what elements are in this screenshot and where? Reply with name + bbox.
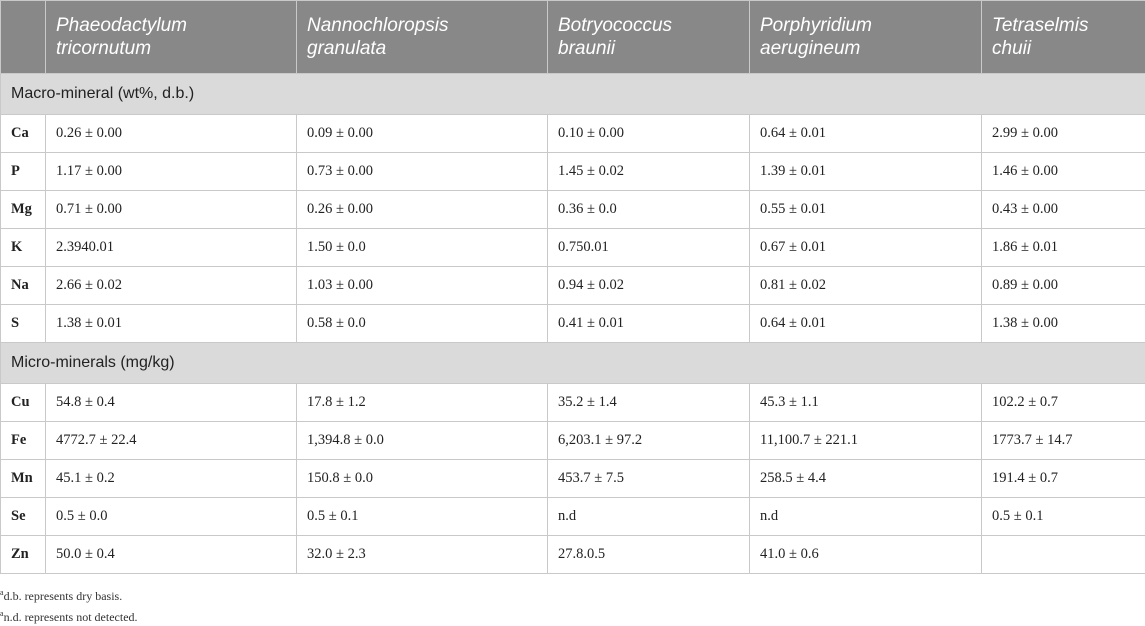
table-row bbox=[1, 536, 1145, 574]
value-cell: 2.99 ± 0.00 bbox=[982, 115, 1145, 153]
value-cell: 45.1 ± 0.2 bbox=[46, 460, 297, 498]
value-cell: 1.39 ± 0.01 bbox=[750, 153, 982, 191]
footnote: $^a$d.b. represents dry basis. bbox=[0, 584, 138, 605]
section-title: Macro-mineral (wt%, d.b.) bbox=[1, 74, 1145, 115]
value-cell: 1.38 ± 0.01 bbox=[46, 305, 297, 343]
footnote: $^a$n.d. represents not detected. bbox=[0, 605, 138, 626]
value-cell: n.d bbox=[750, 498, 982, 536]
header-cell-species: Botryococcus braunii bbox=[548, 1, 750, 74]
value-cell: 0.41 ± 0.01 bbox=[548, 305, 750, 343]
value-cell: 0.26 ± 0.00 bbox=[297, 191, 548, 229]
value-cell: 0.58 ± 0.0 bbox=[297, 305, 548, 343]
value-cell bbox=[982, 536, 1145, 574]
header-cell-species: Phaeodactylum tricornutum bbox=[46, 1, 297, 74]
value-cell: 191.4 ± 0.7 bbox=[982, 460, 1145, 498]
element-symbol: S bbox=[1, 305, 46, 343]
value-cell: 1.50 ± 0.0 bbox=[297, 229, 548, 267]
table-row bbox=[1, 229, 1145, 267]
value-cell: 54.8 ± 0.4 bbox=[46, 384, 297, 422]
value-cell: 50.0 ± 0.4 bbox=[46, 536, 297, 574]
element-symbol: Mg bbox=[1, 191, 46, 229]
value-cell: 102.2 ± 0.7 bbox=[982, 384, 1145, 422]
table-row bbox=[1, 305, 1145, 343]
value-cell: 32.0 ± 2.3 bbox=[297, 536, 548, 574]
element-symbol: K bbox=[1, 229, 46, 267]
value-cell: 1.03 ± 0.00 bbox=[297, 267, 548, 305]
value-cell: 0.67 ± 0.01 bbox=[750, 229, 982, 267]
value-cell: 0.64 ± 0.01 bbox=[750, 115, 982, 153]
table-row bbox=[1, 191, 1145, 229]
value-cell: 1.46 ± 0.00 bbox=[982, 153, 1145, 191]
value-cell: 0.5 ± 0.0 bbox=[46, 498, 297, 536]
value-cell: 0.81 ± 0.02 bbox=[750, 267, 982, 305]
element-symbol: Mn bbox=[1, 460, 46, 498]
table-body bbox=[1, 74, 1145, 574]
element-symbol: Ca bbox=[1, 115, 46, 153]
value-cell: 0.89 ± 0.00 bbox=[982, 267, 1145, 305]
value-cell: 0.64 ± 0.01 bbox=[750, 305, 982, 343]
element-symbol: Fe bbox=[1, 422, 46, 460]
value-cell: 2.66 ± 0.02 bbox=[46, 267, 297, 305]
element-symbol: Se bbox=[1, 498, 46, 536]
value-cell: 150.8 ± 0.0 bbox=[297, 460, 548, 498]
element-symbol: Zn bbox=[1, 536, 46, 574]
value-cell: 4772.7 ± 22.4 bbox=[46, 422, 297, 460]
value-cell: 453.7 ± 7.5 bbox=[548, 460, 750, 498]
section-row bbox=[1, 74, 1145, 115]
value-cell: 1773.7 ± 14.7 bbox=[982, 422, 1145, 460]
value-cell: n.d bbox=[548, 498, 750, 536]
value-cell: 6,203.1 ± 97.2 bbox=[548, 422, 750, 460]
table-row bbox=[1, 153, 1145, 191]
value-cell: 35.2 ± 1.4 bbox=[548, 384, 750, 422]
value-cell: 1,394.8 ± 0.0 bbox=[297, 422, 548, 460]
element-symbol: Cu bbox=[1, 384, 46, 422]
value-cell: 0.26 ± 0.00 bbox=[46, 115, 297, 153]
value-cell: 0.73 ± 0.00 bbox=[297, 153, 548, 191]
section-title: Micro-minerals (mg/kg) bbox=[1, 343, 1145, 384]
header-cell-species: Nannochloropsis granulata bbox=[297, 1, 548, 74]
value-cell: 2.3940.01 bbox=[46, 229, 297, 267]
value-cell: 41.0 ± 0.6 bbox=[750, 536, 982, 574]
value-cell: 0.36 ± 0.0 bbox=[548, 191, 750, 229]
value-cell: 17.8 ± 1.2 bbox=[297, 384, 548, 422]
table-row bbox=[1, 384, 1145, 422]
section-row bbox=[1, 343, 1145, 384]
value-cell: 0.09 ± 0.00 bbox=[297, 115, 548, 153]
element-symbol: Na bbox=[1, 267, 46, 305]
value-cell: 1.86 ± 0.01 bbox=[982, 229, 1145, 267]
table-row bbox=[1, 267, 1145, 305]
value-cell: 258.5 ± 4.4 bbox=[750, 460, 982, 498]
value-cell: 1.45 ± 0.02 bbox=[548, 153, 750, 191]
value-cell: 0.10 ± 0.00 bbox=[548, 115, 750, 153]
value-cell: 0.55 ± 0.01 bbox=[750, 191, 982, 229]
value-cell: 0.5 ± 0.1 bbox=[982, 498, 1145, 536]
header-cell-species: Porphyridium aerugineum bbox=[750, 1, 982, 74]
table-row bbox=[1, 115, 1145, 153]
header-row bbox=[1, 1, 1145, 74]
value-cell: 0.750.01 bbox=[548, 229, 750, 267]
table-row bbox=[1, 460, 1145, 498]
value-cell: 0.5 ± 0.1 bbox=[297, 498, 548, 536]
value-cell: 0.94 ± 0.02 bbox=[548, 267, 750, 305]
header-cell-empty bbox=[1, 1, 46, 74]
table-row bbox=[1, 498, 1145, 536]
header-cell-species: Tetraselmis chuii bbox=[982, 1, 1145, 74]
value-cell: 11,100.7 ± 221.1 bbox=[750, 422, 982, 460]
value-cell: 1.38 ± 0.00 bbox=[982, 305, 1145, 343]
value-cell: 27.8.0.5 bbox=[548, 536, 750, 574]
table-row bbox=[1, 422, 1145, 460]
footnotes bbox=[0, 584, 138, 626]
value-cell: 45.3 ± 1.1 bbox=[750, 384, 982, 422]
value-cell: 1.17 ± 0.00 bbox=[46, 153, 297, 191]
value-cell: 0.71 ± 0.00 bbox=[46, 191, 297, 229]
element-symbol: P bbox=[1, 153, 46, 191]
value-cell: 0.43 ± 0.00 bbox=[982, 191, 1145, 229]
